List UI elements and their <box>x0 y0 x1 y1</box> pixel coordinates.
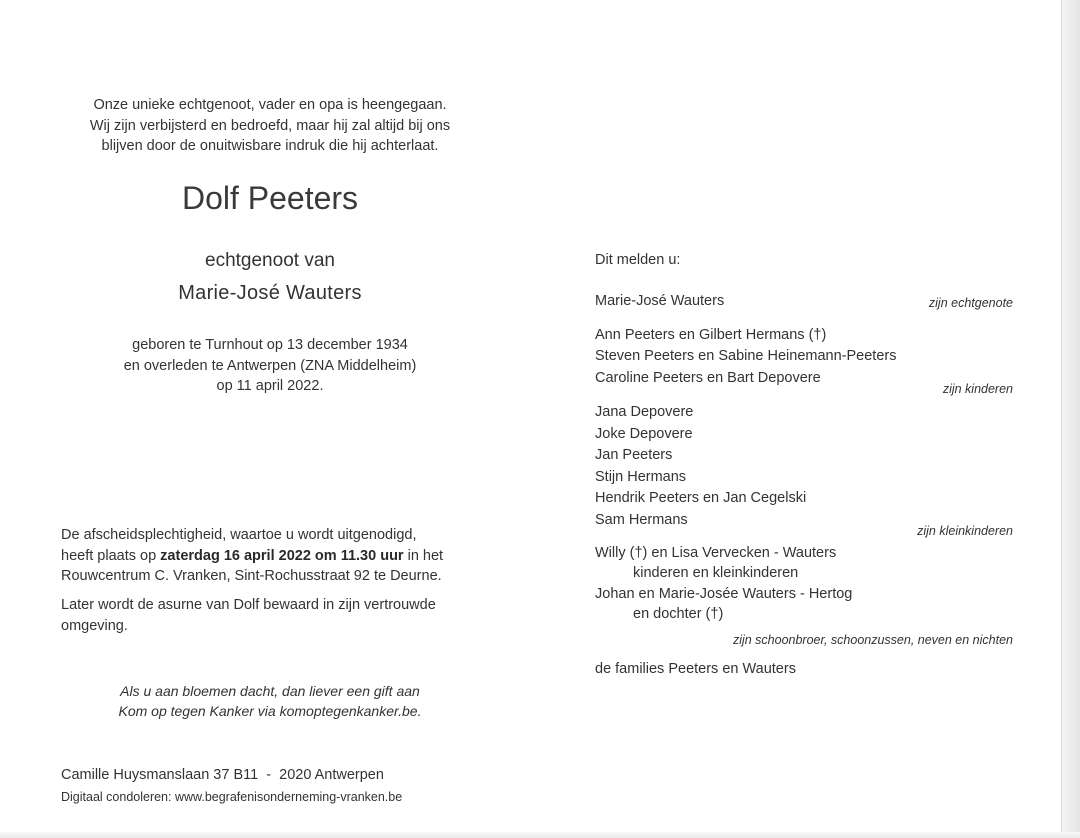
ceremony-line <box>61 546 491 567</box>
grandchild-entry: Jana Depovere <box>595 404 694 420</box>
children-relation: zijn kinderen <box>942 382 1013 396</box>
page-bottom-edge <box>0 832 1080 838</box>
death-date-line: op 11 april 2022. <box>216 378 324 394</box>
announcers-heading: Dit melden u: <box>595 252 681 268</box>
deceased-name: Dolf Peeters <box>181 180 359 216</box>
inlaw-entry: Willy (†) en Lisa Vervecken - Wauters <box>595 545 837 561</box>
urn-line: Later wordt de asurne van Dolf bewaard in zijn vertrouwde <box>61 597 436 613</box>
urn-info <box>61 595 491 636</box>
grandchild-entry: Stijn Hermans <box>595 469 687 485</box>
death-line: en overleden te Antwerpen (ZNA Middelheim) <box>123 357 417 374</box>
birth-line: geboren te Turnhout op 13 december 1934 <box>132 337 408 353</box>
flowers-note <box>40 681 500 721</box>
families-entry: de families Peeters en Wauters <box>595 661 796 677</box>
intro-line: Onze unieke echtgenoot, vader en opa is heengegaan. <box>93 97 447 113</box>
intro-line: blijven door de onuitwisbare indruk die hij achterlaat. <box>101 138 439 154</box>
ceremony-text: in het <box>403 547 444 564</box>
spouse-name: Marie-José Wauters <box>178 282 362 304</box>
child-entry: Caroline Peeters en Bart Depovere <box>595 370 821 386</box>
intro-text <box>40 95 500 157</box>
spouse-label: echtgenoot van <box>205 250 335 271</box>
condolence-link: Digitaal condoleren: www.begrafenisonderneming-vranken.be <box>61 790 403 804</box>
inlaw-entry: Johan en Marie-Josée Wauters - Hertog <box>595 586 853 602</box>
grandchild-entry: Jan Peeters <box>595 447 673 463</box>
child-entry: Steven Peeters en Sabine Heinemann-Peeters <box>595 348 897 364</box>
inlaw-entry: en dochter (†) <box>633 606 724 622</box>
child-entry: Ann Peeters en Gilbert Hermans (†) <box>595 327 827 343</box>
flowers-line: Kom op tegen Kanker via komoptegenkanker.be. <box>118 703 422 719</box>
page-right-edge <box>1061 0 1080 838</box>
ceremony-text: heeft plaats op <box>61 547 161 564</box>
urn-line: omgeving. <box>61 617 128 634</box>
inlaws-relation: zijn schoonbroer, schoonzussen, neven en nichten <box>732 633 1013 647</box>
spouse-relation: zijn echtgenote <box>928 296 1013 310</box>
funeral-address: Camille Huysmanslaan 37 B11 - 2020 Antwerpen <box>61 767 384 783</box>
grandchildren-relation: zijn kleinkinderen <box>917 524 1013 538</box>
birth-death-info <box>40 335 500 397</box>
ceremony-line: De afscheidsplechtigheid, waartoe u wordt uitgenodigd, <box>61 527 417 543</box>
inlaw-entry: kinderen en kleinkinderen <box>633 565 799 581</box>
ceremony-location: Rouwcentrum C. Vranken, Sint-Rochusstraat 92 te Deurne. <box>61 568 442 584</box>
grandchild-entry: Joke Depovere <box>595 426 693 442</box>
intro-line: Wij zijn verbijsterd en bedroefd, maar hij zal altijd bij ons <box>89 117 451 134</box>
ceremony-datetime: zaterdag 16 april 2022 om 11.30 uur <box>160 547 404 564</box>
flowers-line: Als u aan bloemen dacht, dan liever een gift aan <box>120 683 420 699</box>
grandchild-entry: Sam Hermans <box>595 512 688 528</box>
spouse-entry: Marie-José Wauters <box>595 293 725 309</box>
ceremony-info <box>61 525 491 587</box>
grandchild-entry: Hendrik Peeters en Jan Cegelski <box>595 490 807 506</box>
